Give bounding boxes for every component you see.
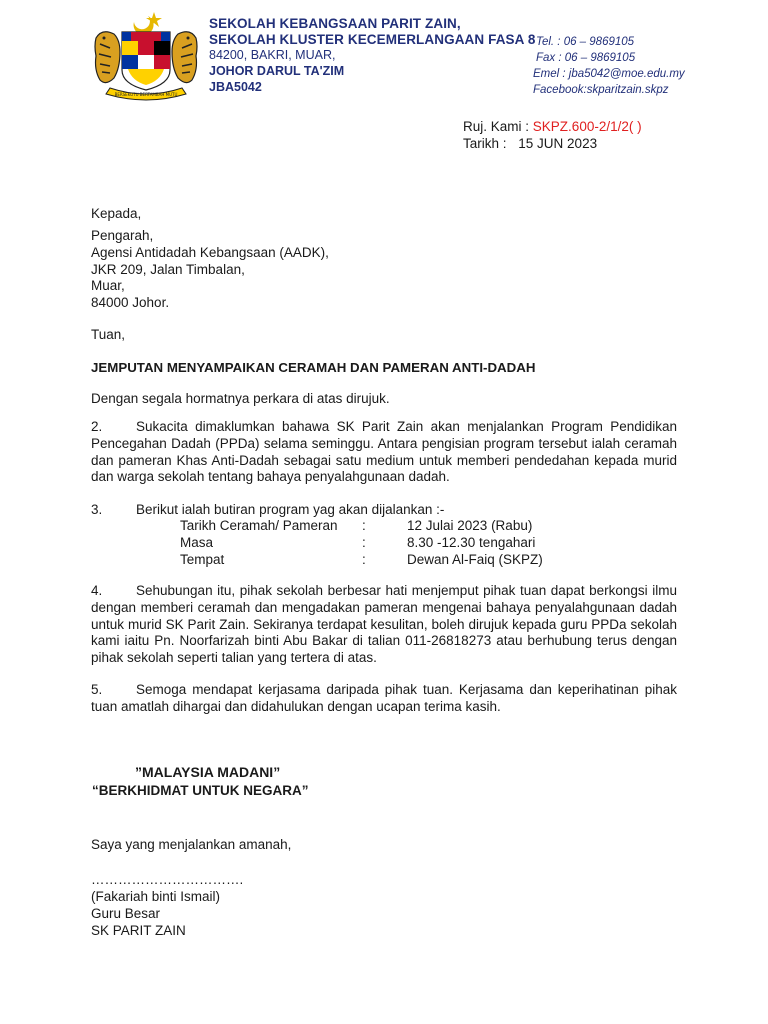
kepada-label: Kepada,: [91, 206, 142, 221]
detail-colon: :: [362, 552, 366, 567]
malaysia-coat-of-arms-icon: [88, 8, 204, 102]
school-name-line-1: SEKOLAH KEBANGSAAN PARIT ZAIN,: [209, 16, 461, 31]
ruj-label: Ruj. Kami :: [463, 119, 530, 134]
date-label: Tarikh :: [463, 136, 507, 151]
motto-malaysia-madani: ”MALAYSIA MADANI”: [135, 764, 281, 780]
ruj-value: SKPZ.600-2/1/2( ): [532, 119, 642, 134]
recipient-line: Agensi Antidadah Kebangsaan (AADK),: [91, 244, 329, 260]
paragraph-text: Sehubungan itu, pihak sekolah berbesar hati menjemput pihak tuan dapat berkongsi ilmu dengan memberi ceramah dan mengadakan pameran mengenai bahaya penyalahgunaan dadah untuk murid SK Parit Zain. Sekiranya terdapat kesulitan, boleh dirujuk kepada guru PPDa sekolah kami iaitu Pn. Noorfarizah binti Abu Bakar di talian 011-26818273 atau berhubung terus dengan pihak sekolah seperti talian yang tertera di atas.: [91, 583, 677, 666]
detail-colon: :: [362, 518, 366, 533]
signatory-school: SK PARIT ZAIN: [91, 923, 186, 938]
recipient-address: [91, 228, 329, 312]
paragraph-number: 4.: [91, 583, 103, 598]
paragraph-5: [91, 682, 677, 716]
school-name-line-2: SEKOLAH KLUSTER KECEMERLANGAAN FASA 8: [209, 32, 536, 47]
salutation: Tuan,: [91, 327, 126, 342]
recipient-line: Pengarah,: [91, 228, 154, 243]
detail-label: Tempat: [180, 552, 225, 567]
contact-tel: Tel. : 06 – 9869105: [536, 36, 635, 48]
paragraph-text: Berikut ialah butiran program yag akan dijalankan :-: [136, 502, 445, 517]
detail-value: 12 Julai 2023 (Rabu): [407, 518, 533, 533]
detail-colon: :: [362, 535, 366, 550]
date-value: 15 JUN 2023: [518, 136, 598, 151]
paragraph-number: 2.: [91, 419, 103, 434]
opening-line: Dengan segala hormatnya perkara di atas dirujuk.: [91, 391, 390, 406]
recipient-line: Muar,: [91, 278, 125, 294]
paragraph-text: Semoga mendapat kerjasama daripada pihak tuan. Kerjasama dan keperihatinan pihak tuan amatlah dihargai dan didahulukan dengan ucapan terima kasih.: [91, 682, 677, 714]
paragraph-3: [91, 502, 444, 517]
date-line: [463, 136, 597, 151]
svg-text:BERSEKUTU BERTAMBAH MUTU: BERSEKUTU BERTAMBAH MUTU: [114, 92, 178, 97]
school-code: JBA5042: [209, 80, 262, 94]
detail-label: Masa: [180, 535, 214, 550]
reference-line: [463, 119, 642, 134]
contact-facebook: Facebook:skparitzain.skpz: [533, 84, 669, 96]
signoff-amanah: Saya yang menjalankan amanah,: [91, 837, 292, 852]
signatory-position: Guru Besar: [91, 906, 161, 921]
school-state: JOHOR DARUL TA'ZIM: [209, 64, 345, 78]
contact-fax: Fax : 06 – 9869105: [536, 52, 636, 64]
paragraph-number: 5.: [91, 682, 103, 697]
recipient-line: JKR 209, Jalan Timbalan,: [91, 261, 245, 277]
recipient-line: 84000 Johor.: [91, 295, 170, 311]
letter-subject: JEMPUTAN MENYAMPAIKAN CERAMAH DAN PAMERAN ANTI-DADAH: [91, 360, 536, 375]
paragraph-4: [91, 583, 677, 667]
signature-dots: …………………………….: [91, 872, 244, 887]
paragraph-text: Sukacita dimaklumkan bahawa SK Parit Zain akan menjalankan Program Pendidikan Pencegahan Dadah (PPDa) selama seminggu. Antara pengisian program tersebut ialah ceramah dan pameran Khas Anti-Dadah sebagai satu medium untuk memberi pendedahan kepada murid dan warga sekolah tentang bahaya penyalahgunaan dadah.: [91, 419, 677, 485]
school-address: 84200, BAKRI, MUAR,: [209, 48, 336, 62]
signatory-name: (Fakariah binti Ismail): [91, 889, 221, 904]
motto-berkhidmat: “BERKHIDMAT UNTUK NEGARA”: [92, 783, 309, 798]
detail-value: 8.30 -12.30 tengahari: [407, 535, 536, 550]
paragraph-number: 3.: [91, 502, 103, 517]
contact-email: Emel : jba5042@moe.edu.my: [533, 68, 685, 80]
paragraph-2: [91, 419, 677, 486]
detail-label: Tarikh Ceramah/ Pameran: [180, 518, 338, 533]
detail-value: Dewan Al-Faiq (SKPZ): [407, 552, 543, 567]
